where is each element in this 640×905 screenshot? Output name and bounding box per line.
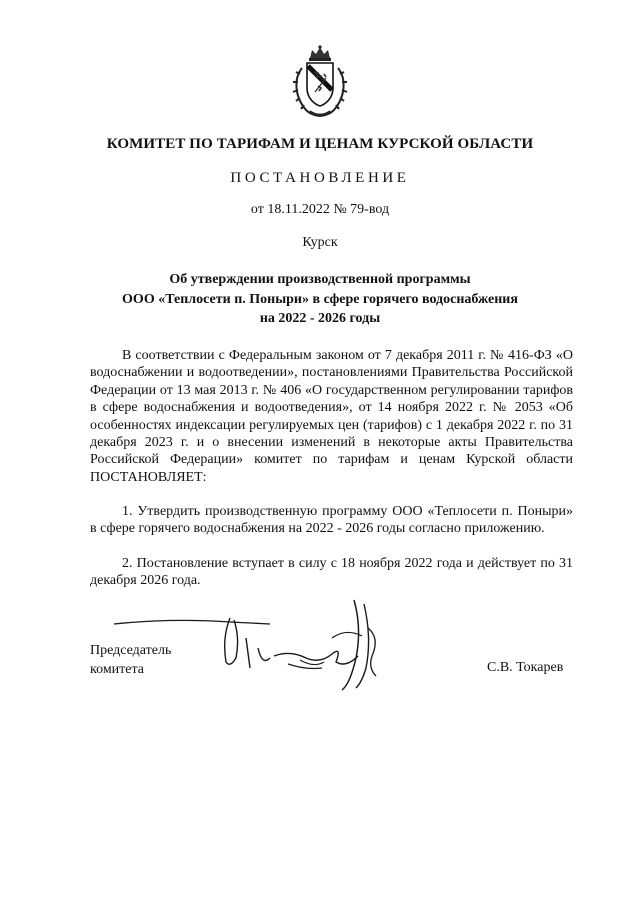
resolution-item-1: 1. Утвердить производственную программу ООО «Теплосети п. Поныри» в сфере горячего водоснабжения на 2022 - 2026 годы согласно приложению. [90, 504, 573, 537]
preamble-paragraph: В соответствии с Федеральным законом от 7 декабря 2011 г. № 416-ФЗ «О водоснабжении и водоотведении», постановлениями Правительства Российской Федерации от 13 мая 2013 г. № 406 «О государственном регулировании тарифов в сфере водоснабжения и водоотведения», от 14 ноября 2022 г. № 2053 «Об особенностях индексации регулируемых цен (тарифов) с 1 декабря 2022 г. по 31 декабря 2023 г. и о внесении изменений в некоторые акты Правительства Российской Федерации» комитет по тарифам и ценам Курской области ПОСТАНОВЛЯЕТ: [90, 348, 573, 485]
handwritten-signature [110, 598, 410, 694]
resolution-item-2: 2. Постановление вступает в силу с 18 ноября 2022 года и действует по 31 декабря 2026 года. [90, 556, 573, 589]
document-city: Курск [302, 235, 338, 250]
document-type-heading: ПОСТАНОВЛЕНИЕ [230, 170, 410, 186]
subject-line-3: на 2022 - 2026 годы [259, 311, 381, 326]
subject-line-2: ООО «Теплосети п. Поныри» в сфере горячего водоснабжения [122, 292, 518, 307]
position-line-2: комитета [90, 662, 145, 677]
signatory-name: С.В. Токарев [487, 660, 564, 675]
document-date-number: от 18.11.2022 № 79-вод [250, 202, 390, 217]
subject-line-1: Об утверждении производственной программы [169, 272, 471, 287]
coat-of-arms-icon [288, 44, 352, 120]
position-line-1: Председатель [90, 643, 172, 658]
organization-title: КОМИТЕТ ПО ТАРИФАМ И ЦЕНАМ КУРСКОЙ ОБЛАСТИ [106, 136, 534, 152]
